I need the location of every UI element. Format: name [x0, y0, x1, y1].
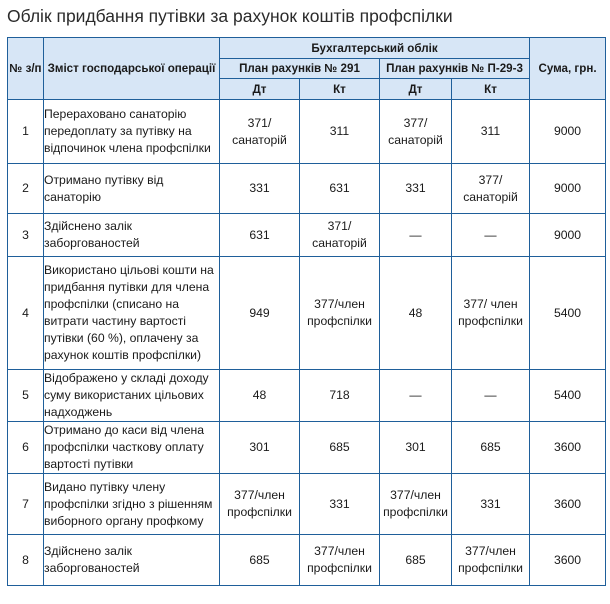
- cell-dt-p: 685: [380, 535, 452, 586]
- cell-kt-291: 311: [300, 100, 380, 164]
- cell-kt-291: 331: [300, 474, 380, 535]
- table-row: [8, 257, 606, 370]
- header-sum: Сума, грн.: [530, 38, 606, 100]
- header-dt-p: Дт: [380, 79, 452, 100]
- ledger-table: [7, 37, 606, 586]
- row-num: 1: [8, 100, 44, 164]
- cell-dt-p: —: [380, 214, 452, 257]
- cell-sum: 9000: [530, 164, 606, 214]
- cell-dt-291: 331: [220, 164, 300, 214]
- cell-dt-291: 371/ санаторій: [220, 100, 300, 164]
- cell-kt-291: 685: [300, 422, 380, 474]
- row-description: Здійснено залік заборгованостей: [44, 535, 220, 586]
- header-num: № з/п: [8, 38, 44, 100]
- page-title: Облік придбання путівки за рахунок коштів профспілки: [7, 6, 453, 26]
- cell-sum: 3600: [530, 422, 606, 474]
- cell-dt-p: 301: [380, 422, 452, 474]
- cell-dt-291: 949: [220, 257, 300, 370]
- cell-dt-p: —: [380, 370, 452, 422]
- row-description: Використано цільові кошти на придбання путівки для члена профспілки (списано на витрати частину вартості путівки (60 %), оплачену за рахунок коштів профспілки): [44, 257, 220, 370]
- cell-dt-291: 685: [220, 535, 300, 586]
- cell-sum: 5400: [530, 370, 606, 422]
- row-description: Видано путівку члену профспілки згідно з рішенням виборного органу профкому: [44, 474, 220, 535]
- cell-kt-291: 631: [300, 164, 380, 214]
- header-dt-291: Дт: [220, 79, 300, 100]
- table-row: [8, 422, 606, 474]
- row-num: 2: [8, 164, 44, 214]
- cell-kt-291: 377/член профспілки: [300, 257, 380, 370]
- header-accounting: Бухгалтерський облік: [220, 38, 530, 59]
- row-description: Відображено у складі доходу суму використаних цільових надходжень: [44, 370, 220, 422]
- cell-kt-p: 311: [452, 100, 530, 164]
- cell-kt-p: 685: [452, 422, 530, 474]
- cell-kt-291: 371/ санаторій: [300, 214, 380, 257]
- cell-sum: 3600: [530, 535, 606, 586]
- row-num: 5: [8, 370, 44, 422]
- table-row: [8, 370, 606, 422]
- cell-kt-p: 331: [452, 474, 530, 535]
- table-row: [8, 100, 606, 164]
- table-row: [8, 474, 606, 535]
- row-description: Перераховано санаторію передоплату за путівку на відпочинок члена профспілки: [44, 100, 220, 164]
- cell-sum: 9000: [530, 100, 606, 164]
- cell-sum: 5400: [530, 257, 606, 370]
- header-kt-p: Кт: [452, 79, 530, 100]
- cell-kt-291: 718: [300, 370, 380, 422]
- cell-dt-p: 331: [380, 164, 452, 214]
- row-description: Отримано путівку від санаторію: [44, 164, 220, 214]
- cell-dt-p: 377/ санаторій: [380, 100, 452, 164]
- cell-kt-p: 377/ санаторій: [452, 164, 530, 214]
- row-description: Здійснено залік заборгованостей: [44, 214, 220, 257]
- cell-kt-p: 377/член профспілки: [452, 535, 530, 586]
- row-num: 6: [8, 422, 44, 474]
- header-kt-291: Кт: [300, 79, 380, 100]
- cell-dt-291: 48: [220, 370, 300, 422]
- table-row: [8, 214, 606, 257]
- cell-kt-p: —: [452, 214, 530, 257]
- row-num: 3: [8, 214, 44, 257]
- row-num: 4: [8, 257, 44, 370]
- cell-kt-p: 377/ член профспілки: [452, 257, 530, 370]
- cell-dt-291: 301: [220, 422, 300, 474]
- header-plan-p-29-3: План рахунків № П-29-3: [380, 59, 530, 79]
- cell-dt-291: 631: [220, 214, 300, 257]
- row-num: 8: [8, 535, 44, 586]
- row-description: Отримано до каси від члена профспілки часткову оплату вартості путівки: [44, 422, 220, 474]
- cell-kt-291: 377/член профспілки: [300, 535, 380, 586]
- cell-sum: 3600: [530, 474, 606, 535]
- cell-kt-p: —: [452, 370, 530, 422]
- cell-sum: 9000: [530, 214, 606, 257]
- header-content: Зміст господарської операції: [44, 38, 220, 100]
- cell-dt-291: 377/член профспілки: [220, 474, 300, 535]
- cell-dt-p: 48: [380, 257, 452, 370]
- cell-dt-p: 377/член профспілки: [380, 474, 452, 535]
- table-row: [8, 535, 606, 586]
- table-row: [8, 164, 606, 214]
- row-num: 7: [8, 474, 44, 535]
- header-plan-291: План рахунків № 291: [220, 59, 380, 79]
